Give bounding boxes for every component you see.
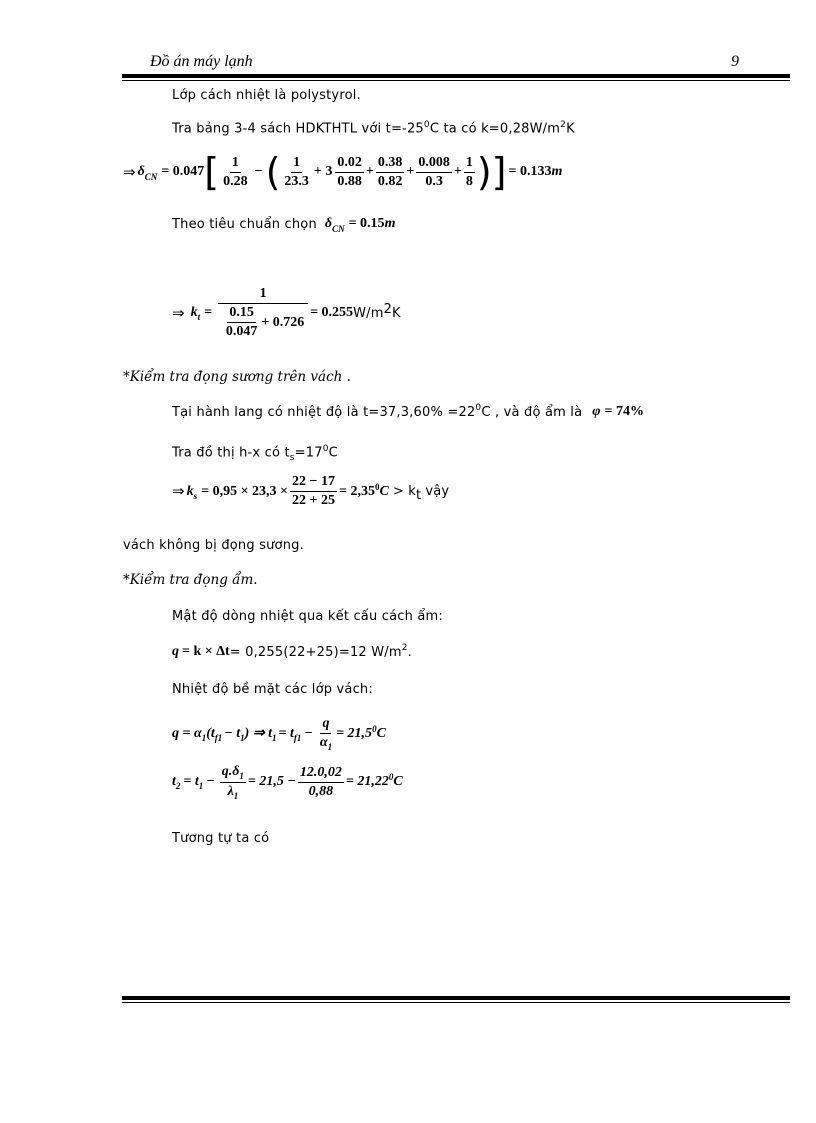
equation-t1: q = α $_1$ (t $_{f1}$ − t $_1$ ) ⇒ t $_1$ = t $_{f1}$ − $\frac{q}{\alpha_1}$ = 21,5 $^0$ C: [172, 716, 386, 752]
equation-ks: ⇒ k $_s$ = 0,95 × 23,3 × $\frac{22 - 17}{22 + 25}$ = 2,35 $^0$ C > k t vậy: [172, 474, 450, 508]
text-line-corridor: Tại hành lang có nhiệt độ là t=37,3,60% =22 $^0$ C , và độ ẩm là φ = 74%: [172, 403, 644, 420]
text-line-surface-temps: Nhiệt độ bề mặt các lớp vách:: [172, 682, 373, 697]
page-number: 9: [731, 53, 739, 70]
header-rule-thin: [122, 80, 790, 81]
footer-rule-thin: [122, 1002, 790, 1003]
equation-t2: t $_2$ = t $_1$ − $\frac{q.\delta_1}{\lambda_1}$ = 21,5 − $\frac{12.0,02}{0,88}$ = 21,22 $^0$ C: [172, 764, 403, 801]
text-line-table-lookup: Tra bảng 3-4 sách HDKTHTL với $t=-25^0C$ ta có $k=0,28W/m^2K$: [172, 120, 575, 137]
text-line-no-condensation: vách không bị đọng sương.: [123, 538, 304, 553]
text-line-insulation: Lớp cách nhiệt là polystyrol.: [172, 88, 361, 103]
equation-q: q = k × Δt = 0,255(22+25)=12 W/m $^2$ .: [172, 643, 412, 660]
header-title: Đồ án máy lạnh: [150, 53, 253, 70]
equation-delta-cn: ⇒ δ $_{CN}$ = 0.047 [ $\frac{1}{0.28}$ − ( $\frac{1}{23.3}$ + 3 $\frac{0.02}{0.88}$ + $\frac{0.38}{0.82}$ + $\frac{0.008}{0.3}$ + $\frac{1}{8}$ ) ] = 0.133 m: [123, 150, 563, 194]
header-rule-thick: [122, 74, 790, 78]
text-line-similarly: Tương tự ta có: [172, 831, 270, 846]
section-moisture-check: *Kiểm tra đọng ẩm.: [123, 572, 258, 588]
equation-kt: ⇒ k $_t$ = 1 $\frac{0.15}{0.047}$ + 0.726 = 0.255 W/m 2 K: [172, 286, 401, 339]
text-line-standard-choice: Theo tiêu chuẩn chọn δ $_{CN}$ = 0.15 m: [172, 216, 396, 234]
footer-rule-thick: [122, 996, 790, 1000]
text-line-heat-flux: Mật độ dòng nhiệt qua kết cấu cách ẩm:: [172, 609, 443, 624]
text-line-hx-chart: Tra đồ thị h-x có $t_s=17^0C$: [172, 444, 338, 463]
section-dew-check: *Kiểm tra đọng sương trên vách .: [123, 369, 351, 385]
